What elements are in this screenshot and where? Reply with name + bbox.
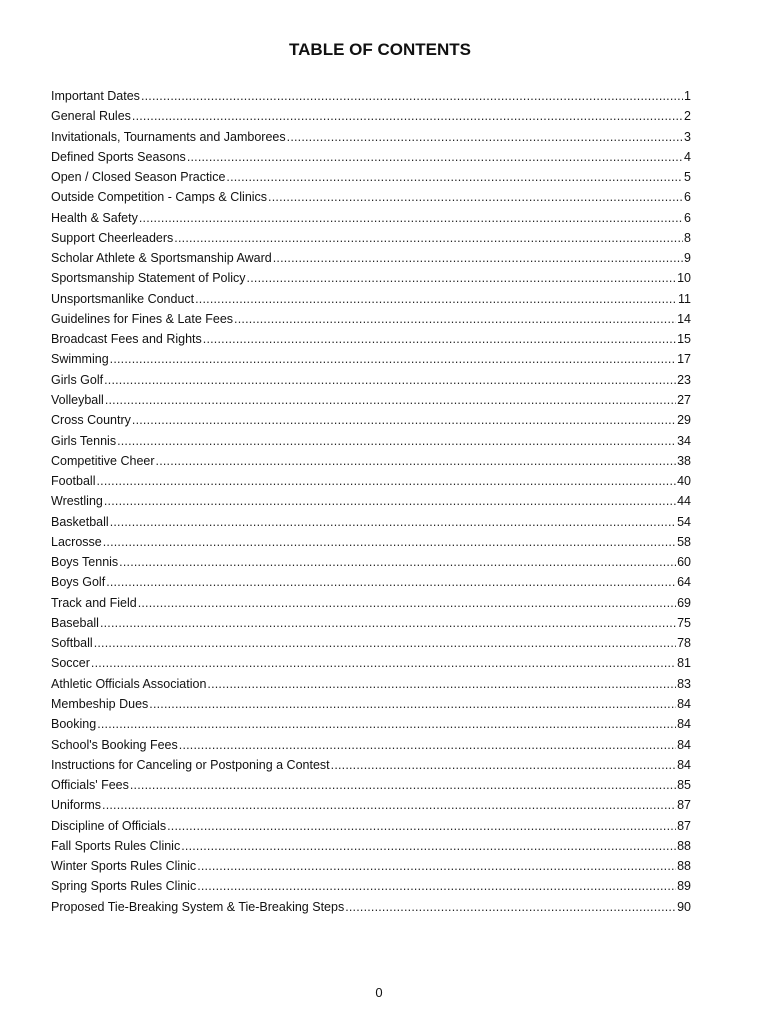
- dot-leader: [104, 491, 676, 511]
- toc-entry-label: Outside Competition - Camps & Clinics: [51, 190, 268, 205]
- toc-entry[interactable]: [51, 268, 691, 288]
- toc-entry[interactable]: [51, 674, 691, 694]
- dot-leader: [156, 451, 677, 471]
- toc-entry[interactable]: [51, 349, 691, 369]
- dot-leader: [195, 289, 677, 309]
- toc-entry-page: 64: [677, 575, 691, 590]
- toc-entry[interactable]: [51, 410, 691, 430]
- toc-entry-page: 85: [677, 778, 691, 793]
- toc-entry-page: 84: [677, 717, 691, 732]
- page-number: 0: [375, 985, 383, 1000]
- dot-leader: [247, 268, 677, 288]
- toc-entry-label: Wrestling: [51, 494, 103, 509]
- toc-entry-label: Winter Sports Rules Clinic: [51, 859, 197, 874]
- toc-entry-page: 34: [677, 433, 691, 448]
- dot-leader: [197, 876, 676, 896]
- toc-entry-page: 84: [677, 737, 691, 752]
- table-of-contents: [51, 86, 691, 917]
- toc-entry[interactable]: [51, 633, 691, 653]
- dot-leader: [132, 410, 676, 430]
- toc-entry-label: Girls Tennis: [51, 433, 117, 448]
- dot-leader: [94, 633, 676, 653]
- toc-entry[interactable]: [51, 897, 691, 917]
- toc-entry[interactable]: [51, 167, 691, 187]
- toc-entry-label: Fall Sports Rules Clinic: [51, 838, 181, 853]
- toc-entry-page: 4: [684, 149, 691, 164]
- toc-entry[interactable]: [51, 491, 691, 511]
- toc-entry-label: Football: [51, 474, 96, 489]
- dot-leader: [287, 127, 683, 147]
- toc-entry-page: 29: [677, 413, 691, 428]
- dot-leader: [119, 552, 676, 572]
- dot-leader: [331, 755, 676, 775]
- toc-entry-label: Basketball: [51, 514, 109, 529]
- toc-entry-label: Baseball: [51, 615, 99, 630]
- dot-leader: [181, 836, 676, 856]
- toc-entry-label: Girls Golf: [51, 372, 104, 387]
- toc-entry[interactable]: [51, 694, 691, 714]
- toc-entry-page: 84: [677, 757, 691, 772]
- dot-leader: [97, 714, 676, 734]
- toc-entry-label: Boys Tennis: [51, 555, 119, 570]
- toc-entry-label: Volleyball: [51, 392, 104, 407]
- toc-entry-label: Support Cheerleaders: [51, 230, 174, 245]
- toc-entry[interactable]: [51, 755, 691, 775]
- toc-entry[interactable]: [51, 816, 691, 836]
- toc-entry[interactable]: [51, 613, 691, 633]
- toc-entry-label: Important Dates: [51, 89, 140, 103]
- toc-entry-page: 6: [684, 190, 691, 205]
- dot-leader: [187, 147, 683, 167]
- toc-entry-label: Scholar Athlete & Sportsmanship Award: [51, 251, 272, 266]
- toc-entry[interactable]: [51, 572, 691, 592]
- toc-entry-label: Defined Sports Seasons: [51, 149, 186, 164]
- toc-entry-label: Track and Field: [51, 595, 137, 610]
- toc-entry-page: 44: [677, 494, 691, 509]
- toc-entry-page: 15: [677, 332, 691, 347]
- toc-entry[interactable]: [51, 147, 691, 167]
- toc-entry-label: Booking: [51, 717, 97, 732]
- toc-entry[interactable]: [51, 309, 691, 329]
- dot-leader: [138, 593, 676, 613]
- toc-entry[interactable]: [51, 735, 691, 755]
- toc-entry-label: Lacrosse: [51, 534, 102, 549]
- toc-entry[interactable]: [51, 451, 691, 471]
- toc-entry[interactable]: [51, 836, 691, 856]
- dot-leader: [106, 572, 676, 592]
- toc-entry[interactable]: [51, 876, 691, 896]
- toc-entry[interactable]: [51, 86, 691, 106]
- toc-entry-label: Guidelines for Fines & Late Fees: [51, 311, 234, 326]
- toc-entry-page: 60: [677, 555, 691, 570]
- toc-entry-label: General Rules: [51, 109, 131, 124]
- toc-entry-label: Officials' Fees: [51, 778, 129, 793]
- toc-entry-page: 54: [677, 514, 691, 529]
- toc-entry[interactable]: [51, 795, 691, 815]
- toc-entry-label: School's Booking Fees: [51, 737, 178, 752]
- dot-leader: [103, 532, 676, 552]
- toc-entry-label: Softball: [51, 636, 93, 651]
- dot-leader: [110, 512, 676, 532]
- toc-entry-label: Membeship Dues: [51, 696, 149, 711]
- dot-leader: [207, 674, 676, 694]
- toc-entry-page: 5: [684, 170, 691, 185]
- dot-leader: [102, 795, 676, 815]
- toc-entry-page: 75: [677, 615, 691, 630]
- toc-entry-page: 3: [684, 129, 691, 144]
- toc-entry-page: 78: [677, 636, 691, 651]
- dot-leader: [110, 349, 676, 369]
- dot-leader: [117, 431, 676, 451]
- toc-entry-page: 69: [677, 595, 691, 610]
- dot-leader: [132, 106, 683, 126]
- dot-leader: [100, 613, 676, 633]
- toc-entry[interactable]: [51, 512, 691, 532]
- toc-entry-label: Broadcast Fees and Rights: [51, 332, 202, 347]
- dot-leader: [226, 167, 683, 187]
- toc-entry-label: Athletic Officials Association: [51, 676, 207, 691]
- toc-entry[interactable]: [51, 775, 691, 795]
- dot-leader: [139, 208, 683, 228]
- toc-entry-page: 88: [677, 838, 691, 853]
- dot-leader: [105, 390, 676, 410]
- toc-entry-page: 81: [677, 656, 691, 671]
- dot-leader: [345, 897, 676, 917]
- toc-entry-page: 89: [677, 879, 691, 894]
- toc-entry-page: 88: [677, 859, 691, 874]
- toc-entry-page: 84: [677, 696, 691, 711]
- toc-entry[interactable]: [51, 106, 691, 126]
- dot-leader: [104, 370, 676, 390]
- toc-entry-page: 1: [684, 89, 691, 103]
- toc-entry-page: 14: [677, 311, 691, 326]
- toc-entry[interactable]: [51, 856, 691, 876]
- dot-leader: [174, 228, 683, 248]
- toc-entry-label: Boys Golf: [51, 575, 106, 590]
- toc-entry-page: 2: [684, 109, 691, 124]
- toc-entry-label: Spring Sports Rules Clinic: [51, 879, 197, 894]
- toc-entry-page: 27: [677, 392, 691, 407]
- toc-entry[interactable]: [51, 289, 691, 309]
- toc-entry-page: 17: [677, 352, 691, 367]
- dot-leader: [197, 856, 676, 876]
- toc-entry[interactable]: [51, 329, 691, 349]
- toc-entry-page: 83: [677, 676, 691, 691]
- toc-entry[interactable]: [51, 471, 691, 491]
- dot-leader: [203, 329, 676, 349]
- toc-entry-label: Sportsmanship Statement of Policy: [51, 271, 246, 286]
- toc-entry-label: Cross Country: [51, 413, 131, 428]
- toc-entry-label: Swimming: [51, 352, 109, 367]
- dot-leader: [130, 775, 676, 795]
- toc-entry-label: Discipline of Officials: [51, 818, 167, 833]
- toc-entry[interactable]: [51, 208, 691, 228]
- page-title: TABLE OF CONTENTS: [289, 40, 471, 59]
- dot-leader: [268, 187, 683, 207]
- toc-entry[interactable]: [51, 127, 691, 147]
- dot-leader: [179, 735, 676, 755]
- toc-entry[interactable]: [51, 593, 691, 613]
- toc-entry-page: 6: [684, 210, 691, 225]
- toc-entry-page: 40: [677, 474, 691, 489]
- toc-entry[interactable]: [51, 431, 691, 451]
- toc-entry[interactable]: [51, 714, 691, 734]
- toc-entry-label: Instructions for Canceling or Postponing a Contest: [51, 757, 330, 772]
- dot-leader: [167, 816, 676, 836]
- toc-entry-label: Open / Closed Season Practice: [51, 170, 226, 185]
- toc-entry-page: 10: [677, 271, 691, 286]
- toc-entry-label: Proposed Tie-Breaking System & Tie-Breaking Steps: [51, 899, 345, 914]
- toc-entry-label: Invitationals, Tournaments and Jamborees: [51, 129, 286, 144]
- dot-leader: [96, 471, 676, 491]
- toc-entry[interactable]: [51, 248, 691, 268]
- toc-entry[interactable]: [51, 653, 691, 673]
- dot-leader: [234, 309, 676, 329]
- toc-entry-label: Uniforms: [51, 798, 102, 813]
- toc-entry[interactable]: [51, 187, 691, 207]
- dot-leader: [91, 653, 676, 673]
- toc-entry-label: Health & Safety: [51, 210, 138, 225]
- toc-entry[interactable]: [51, 390, 691, 410]
- toc-entry[interactable]: [51, 552, 691, 572]
- dot-leader: [273, 248, 683, 268]
- toc-entry-label: Unsportsmanlike Conduct: [51, 291, 195, 306]
- dot-leader: [149, 694, 676, 714]
- toc-entry[interactable]: [51, 532, 691, 552]
- toc-entry-page: 58: [677, 534, 691, 549]
- toc-entry[interactable]: [51, 228, 691, 248]
- toc-entry-page: 8: [684, 230, 691, 245]
- toc-entry-label: Competitive Cheer: [51, 453, 155, 468]
- toc-entry-page: 11: [678, 291, 691, 306]
- toc-entry-page: 9: [684, 251, 691, 266]
- toc-entry-page: 87: [677, 798, 691, 813]
- toc-entry-label: Soccer: [51, 656, 90, 671]
- toc-entry-page: 23: [677, 372, 691, 387]
- toc-entry-page: 87: [677, 818, 691, 833]
- toc-entry[interactable]: [51, 370, 691, 390]
- toc-entry-page: 38: [677, 453, 691, 468]
- dot-leader: [141, 86, 683, 106]
- toc-entry-page: 90: [677, 899, 691, 914]
